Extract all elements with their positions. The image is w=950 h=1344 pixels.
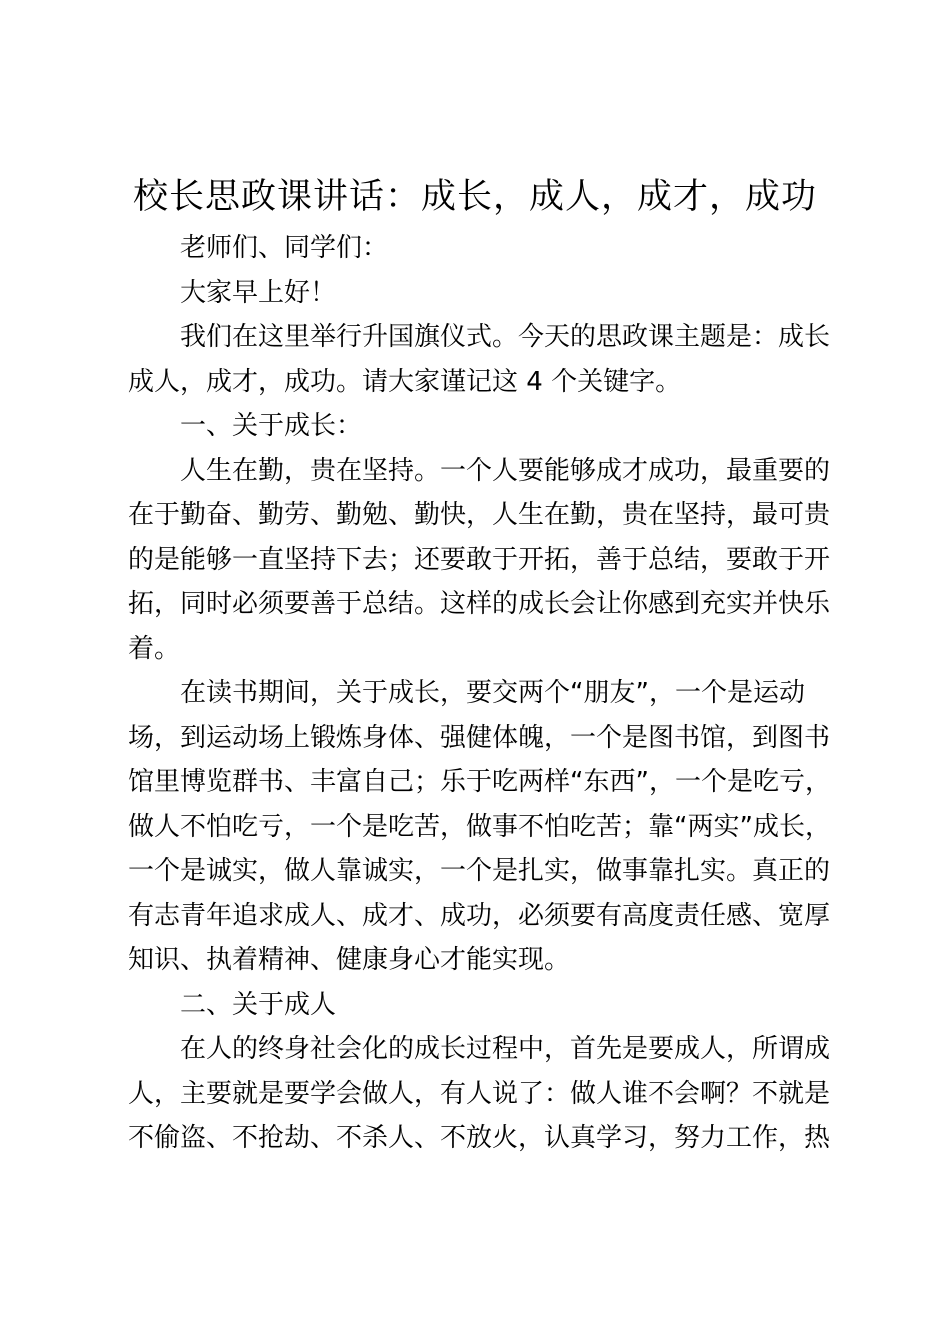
text-line: 不偷盗、不抢劫、不杀人、不放火，认真学习，努力工作，热	[128, 1123, 831, 1153]
text-line: 做人不怕吃亏，一个是吃苦，做事不怕吃苦；靠“两实”成长，	[128, 811, 831, 842]
text-line: 人生在勤，贵在坚持。一个人要能够成才成功，最重要的	[180, 455, 831, 486]
text-line: 在人的终身社会化的成长过程中，首先是要成人，所谓成	[180, 1034, 831, 1064]
text-line: 大家早上好！	[180, 277, 337, 308]
text-line: 的是能够一直坚持下去；还要敢于开拓，善于总结，要敢于开	[128, 544, 831, 575]
text-line: 着。	[128, 633, 181, 664]
text-line: 场，到运动场上锻炼身体、强健体魄，一个是图书馆，到图书	[128, 722, 831, 753]
section-heading: 二、关于成人	[180, 989, 337, 1020]
text-line: 一个是诚实，做人靠诚实，一个是扎实，做事靠扎实。真正的	[128, 856, 831, 886]
text-line: 馆里博览群书、丰富自己；乐于吃两样“东西”，一个是吃亏，	[128, 767, 831, 797]
section-heading: 一、关于成长：	[180, 411, 363, 441]
text-line: 在于勤奋、勤劳、勤勉、勤快，人生在勤，贵在坚持，最可贵	[128, 500, 831, 530]
text-line: 知识、执着精神、健康身心才能实现。	[128, 945, 571, 975]
document-body	[128, 226, 858, 1161]
text-line: 我们在这里举行升国旗仪式。今天的思政课主题是：成长	[180, 322, 831, 352]
text-line: 成人，成才，成功。请大家谨记这 4 个关键字。	[128, 366, 682, 397]
document-title: 校长思政课讲话：成长，成人，成才，成功	[132, 177, 817, 217]
text-line: 有志青年追求成人、成才、成功，必须要有高度责任感、宽厚	[128, 900, 831, 931]
text-line: 拓，同时必须要善于总结。这样的成长会让你感到充实并快乐	[128, 589, 831, 619]
text-line: 在读书期间，关于成长，要交两个“朋友”，一个是运动	[180, 678, 805, 708]
text-line: 老师们、同学们：	[180, 233, 389, 263]
text-line: 人，主要就是要学会做人，有人说了：做人谁不会啊？不就是	[128, 1078, 831, 1109]
